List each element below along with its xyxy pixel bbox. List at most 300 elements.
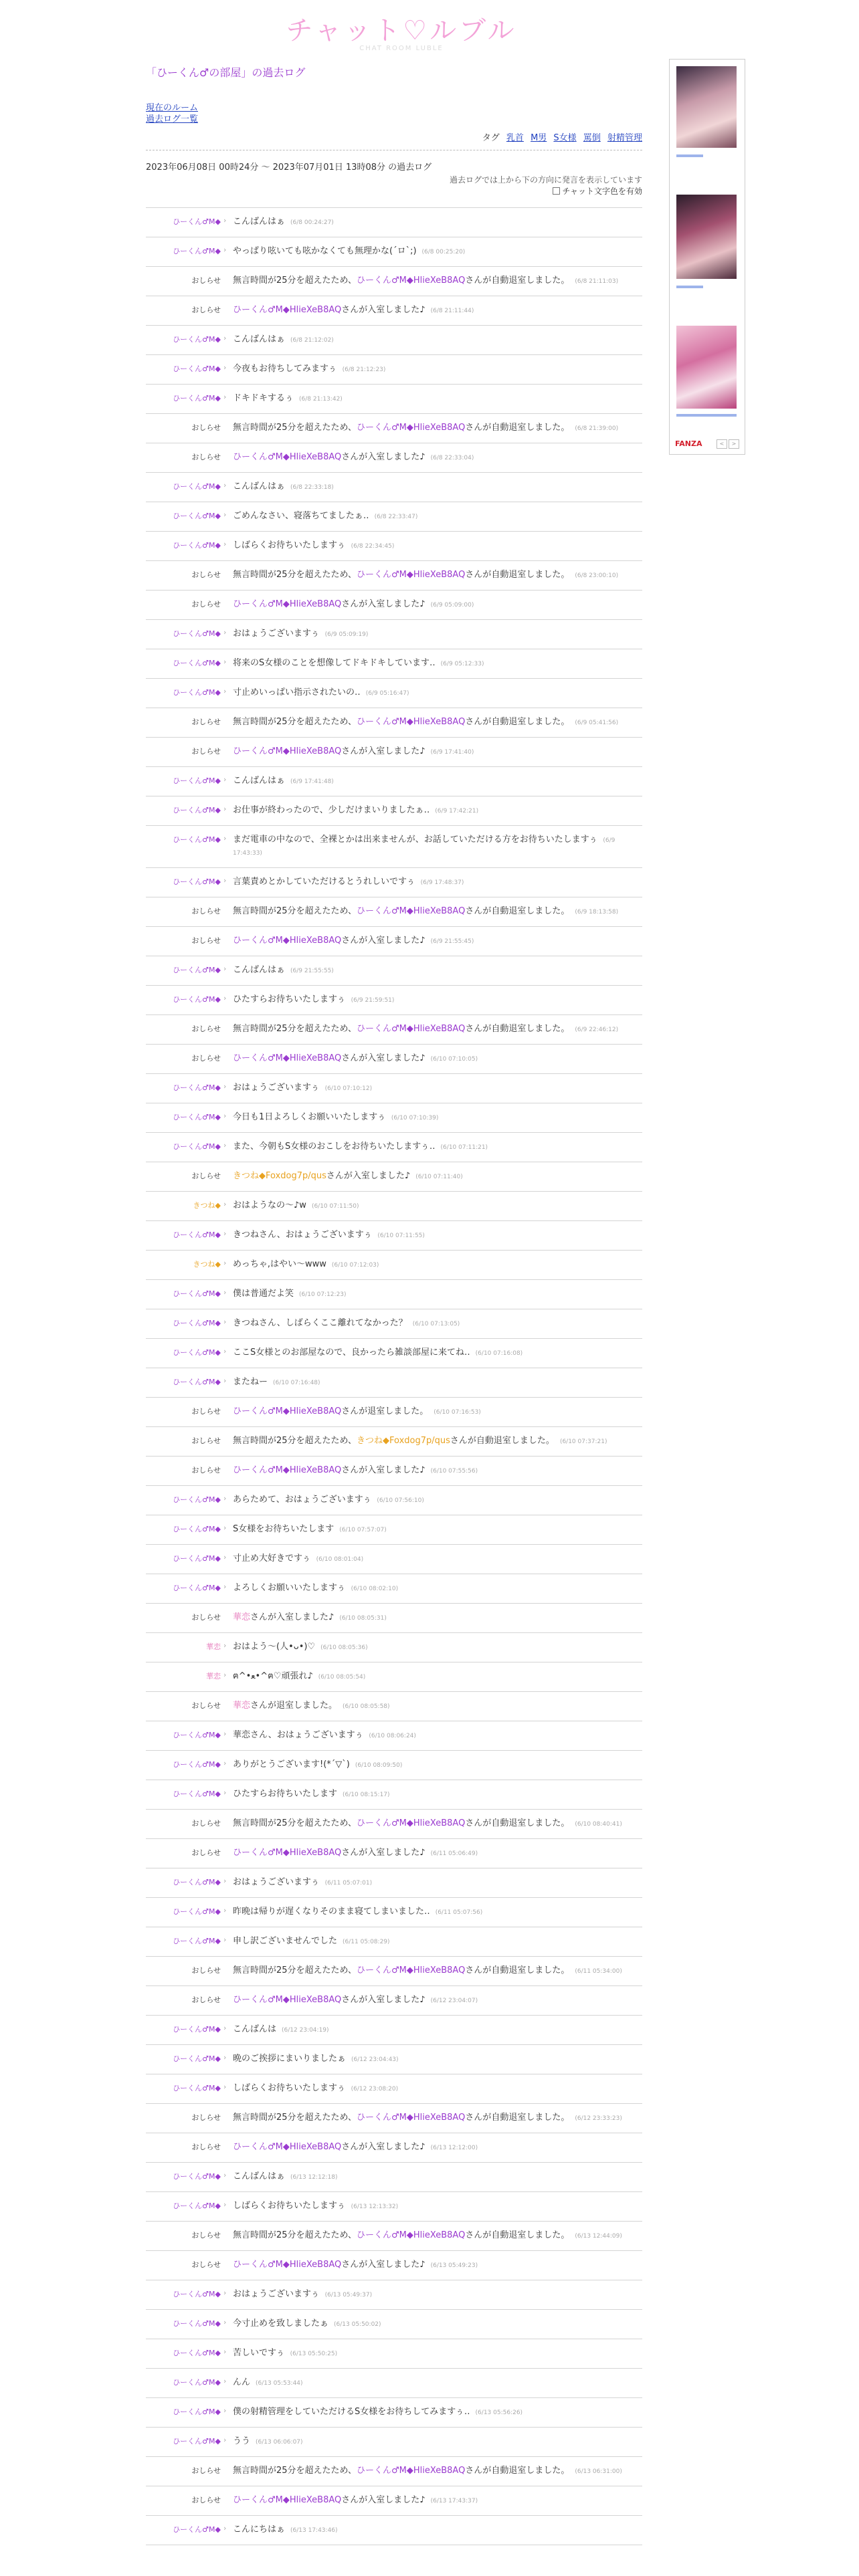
message-text: 僕の射精管理をしていただけるS女様をお待ちしてみますぅ‥: [233, 2407, 470, 2417]
message-body: [233, 2494, 642, 2507]
speaker-name: ひーくん♂M◆: [173, 482, 221, 491]
speaker-name: ひーくん♂M◆: [173, 335, 221, 344]
message-body: [233, 1818, 642, 1830]
chevron-right-icon: ›: [223, 2436, 227, 2444]
message-text: 僕は普通だよ笑: [233, 1289, 294, 1299]
notice-text: 無言時間が25分を超えたため、: [233, 1965, 357, 1975]
message-body: [233, 775, 642, 788]
timestamp: (6/13 05:50:02): [334, 2321, 381, 2328]
system-notice-row: [146, 296, 642, 325]
speaker-name: ひーくん♂M◆: [173, 364, 221, 373]
user-handle: ひーくん♂M◆HlieXeB8AQ: [357, 717, 466, 727]
chat-message-row: [146, 2397, 642, 2427]
timestamp: (6/13 12:44:09): [575, 2233, 622, 2240]
chat-message-row: [146, 2191, 642, 2221]
user-handle: きつね◆Foxdog7p/qus: [357, 1436, 450, 1446]
message-body: [233, 876, 642, 889]
log-direction-info: 過去ログでは上から下の方向に発言を表示しています: [449, 175, 642, 185]
system-notice-row: [146, 1397, 642, 1426]
timestamp: (6/10 08:01:04): [316, 1556, 364, 1563]
speaker-name: ひーくん♂M◆: [173, 995, 221, 1004]
speaker-name: ひーくん♂M◆: [173, 629, 221, 638]
notice-text: さんが自動退室しました。: [465, 2230, 570, 2240]
message-body: [233, 1170, 642, 1183]
message-body: [233, 1759, 642, 1772]
ad-sidebar: [669, 59, 745, 455]
message-text: ฅ^•ﻌ•^ฅ♡頑張れ♪: [233, 1671, 313, 1681]
notice-text: さんが自動退室しました。: [465, 570, 570, 580]
notice-text: さんが入室しました♪: [341, 1053, 425, 1063]
message-text: おはょうございますぅ: [233, 629, 320, 639]
message-text: お仕事が終わったので、少しだけまいりましたぁ‥: [233, 805, 430, 815]
timestamp: (6/10 07:56:10): [377, 1497, 424, 1504]
message-body: [233, 2406, 642, 2419]
timestamp: (6/10 08:05:54): [318, 1674, 366, 1681]
chat-color-checkbox[interactable]: [553, 187, 560, 195]
chevron-right-icon: ›: [223, 1347, 227, 1356]
message-body: [233, 1700, 642, 1713]
timestamp: (6/9 05:41:56): [575, 720, 619, 726]
timestamp: (6/10 07:16:48): [273, 1380, 320, 1386]
notice-label: おしらせ: [191, 2143, 221, 2151]
notice-label: おしらせ: [191, 1436, 221, 1445]
message-body: [233, 1671, 642, 1683]
timestamp: (6/13 06:31:00): [575, 2468, 622, 2475]
notice-text: さんが入室しました♪: [341, 452, 425, 462]
message-body: [233, 905, 642, 918]
system-notice-row: [146, 1809, 642, 1838]
notice-text: さんが入室しました♪: [341, 1995, 425, 2005]
ad-caption-link[interactable]: [676, 286, 703, 288]
user-handle: ひーくん♂M◆HlieXeB8AQ: [233, 2260, 342, 2270]
chat-message-row: [146, 2427, 642, 2456]
notice-text: さんが自動退室しました。: [465, 906, 570, 916]
chat-message-row: [146, 1868, 642, 1897]
message-body: [233, 540, 642, 552]
tag-link[interactable]: M男: [531, 133, 547, 143]
timestamp: (6/11 05:34:00): [575, 1968, 622, 1975]
timestamp: (6/13 05:50:25): [290, 2351, 338, 2357]
chevron-right-icon: ›: [223, 1641, 227, 1650]
notice-label: おしらせ: [191, 718, 221, 726]
timestamp: (6/10 08:40:41): [575, 1821, 622, 1828]
fanza-logo[interactable]: FANZA: [675, 439, 702, 448]
ad-caption-link[interactable]: [676, 154, 703, 157]
timestamp: (6/12 23:33:23): [575, 2115, 622, 2122]
speaker-name: ひーくん♂M◆: [173, 659, 221, 667]
chat-message-row: [146, 2368, 642, 2397]
system-notice-row: [146, 590, 642, 619]
user-handle: ひーくん♂M◆HlieXeB8AQ: [233, 1465, 342, 1475]
notice-label: おしらせ: [191, 1466, 221, 1475]
timestamp: (6/8 21:12:23): [342, 366, 386, 373]
chevron-right-icon: ›: [223, 1494, 227, 1503]
message-body: [233, 2230, 642, 2242]
chevron-right-icon: ›: [223, 1200, 227, 1208]
message-body: [233, 2436, 642, 2448]
timestamp: (6/9 22:46:12): [575, 1027, 619, 1033]
timestamp: (6/8 21:39:00): [575, 425, 619, 432]
current-room-link[interactable]: 現在のルーム: [146, 103, 199, 113]
message-text: おはょうございますぅ: [233, 1083, 320, 1093]
timestamp: (6/8 00:25:20): [421, 249, 466, 255]
user-handle: 華恋: [233, 1612, 251, 1622]
timestamp: (6/9 21:55:55): [290, 968, 334, 974]
speaker-name: ひーくん♂M◆: [173, 247, 221, 255]
user-handle: ひーくん♂M◆HlieXeB8AQ: [233, 452, 342, 462]
timestamp: (6/13 12:12:18): [290, 2174, 338, 2181]
system-notice-row: [146, 1014, 642, 1044]
timestamp: (6/10 08:05:58): [343, 1703, 390, 1710]
chevron-right-icon: ›: [223, 1788, 227, 1797]
message-body: [233, 422, 642, 435]
timestamp: (6/8 22:33:04): [430, 455, 474, 461]
system-notice-row: [146, 1838, 642, 1868]
message-body: [233, 1435, 642, 1448]
message-text: おはよう〜(人•ᴗ•)♡: [233, 1642, 316, 1652]
message-text: ここS女様とのお部屋なので、良かったら雑談部屋に来てね‥: [233, 1348, 470, 1358]
chevron-right-icon: ›: [223, 334, 227, 342]
message-body: [233, 628, 642, 641]
chat-message-row: [146, 531, 642, 560]
message-body: [233, 393, 642, 405]
message-text: めっちゃ,はやい〜www: [233, 1259, 326, 1269]
system-notice-row: [146, 1985, 642, 2015]
timestamp: (6/13 05:49:37): [324, 2292, 373, 2298]
message-text: ごめんなさい、寝落ちてましたぁ‥: [233, 511, 369, 521]
chat-message-row: [146, 1338, 642, 1368]
message-body: [233, 2112, 642, 2125]
timestamp: (6/9 05:09:19): [324, 631, 369, 638]
message-text: 今日も1日よろしくお願いいたしますぅ: [233, 1112, 386, 1122]
message-text: ドキドキするぅ: [233, 393, 294, 403]
chat-message-row: [146, 384, 642, 413]
message-body: [233, 1406, 642, 1418]
chevron-right-icon: ›: [223, 1935, 227, 1944]
notice-label: おしらせ: [191, 2260, 221, 2269]
message-body: [233, 451, 642, 464]
speaker-name: ひーくん♂M◆: [173, 2084, 221, 2092]
chat-message-row: [146, 2515, 642, 2545]
pager-prev-button[interactable]: <: [717, 439, 727, 449]
system-notice-row: [146, 926, 642, 956]
tag-link[interactable]: S女様: [553, 133, 577, 143]
chat-message-row: [146, 207, 642, 237]
message-body: [233, 935, 642, 948]
speaker-name: ひーくん♂M◆: [173, 1083, 221, 1092]
speaker-name: ひーくん♂M◆: [173, 776, 221, 785]
user-handle: ひーくん♂M◆HlieXeB8AQ: [233, 936, 342, 946]
message-body: [233, 1612, 642, 1624]
speaker-name: ひーくん♂M◆: [173, 877, 221, 886]
message-text: 将来のS女様のことを想像してドキドキしています‥: [233, 658, 436, 668]
timestamp: (6/13 05:53:44): [256, 2380, 303, 2387]
timestamp: (6/8 21:11:44): [430, 308, 474, 314]
speaker-name: ひーくん♂M◆: [173, 1584, 221, 1592]
chat-message-row: [146, 354, 642, 384]
chevron-right-icon: ›: [223, 628, 227, 637]
timestamp: (6/11 05:07:01): [324, 1880, 373, 1887]
chat-message-row: [146, 1279, 642, 1309]
speaker-name: ひーくん♂M◆: [173, 1525, 221, 1533]
message-body: [233, 964, 642, 977]
chevron-right-icon: ›: [223, 1729, 227, 1738]
main-content: [146, 64, 642, 2545]
chevron-right-icon: ›: [223, 2406, 227, 2415]
notice-label: おしらせ: [191, 2496, 221, 2504]
notice-text: さんが入室しました♪: [250, 1612, 335, 1622]
timestamp: (6/8 21:12:02): [290, 337, 334, 344]
user-handle: ひーくん♂M◆HlieXeB8AQ: [357, 423, 466, 433]
notice-label: おしらせ: [191, 2231, 221, 2240]
site-logo[interactable]: [281, 9, 522, 52]
speaker-name: きつね◆: [193, 1201, 221, 1210]
chat-message-row: [146, 867, 642, 897]
timestamp: (6/10 07:57:07): [339, 1527, 387, 1533]
timestamp: (6/10 07:11:50): [311, 1203, 359, 1210]
message-text: 言葉責めとかしていただけるとうれしいですぅ: [233, 877, 415, 887]
notice-label: おしらせ: [191, 907, 221, 916]
timestamp: (6/10 08:05:31): [339, 1615, 387, 1622]
tag-link[interactable]: 罵倒: [583, 133, 601, 143]
system-notice-row: [146, 1044, 642, 1073]
message-body: [233, 2377, 642, 2389]
timestamp: (6/11 05:06:49): [430, 1850, 478, 1857]
timestamp: (6/8 22:33:47): [374, 514, 418, 520]
message-text: こんばんはぁ: [233, 2171, 286, 2181]
message-body: [233, 2259, 642, 2272]
chevron-right-icon: ›: [223, 1876, 227, 1885]
message-body: [233, 657, 642, 670]
notice-text: 無言時間が25分を超えたため、: [233, 717, 357, 727]
message-text: またねー: [233, 1377, 268, 1387]
notice-text: さんが入室しました♪: [341, 599, 425, 609]
chevron-right-icon: ›: [223, 1582, 227, 1591]
message-text: きつねさん、おはょうございますぅ: [233, 1230, 373, 1240]
user-handle: ひーくん♂M◆HlieXeB8AQ: [233, 1995, 342, 2005]
system-notice-row: [146, 2133, 642, 2162]
chat-message-row: [146, 2309, 642, 2339]
message-text: おはようなの〜♪w: [233, 1200, 306, 1210]
chevron-right-icon: ›: [223, 687, 227, 695]
message-text: 昨晩は帰りが遅くなりそのまま寝てしまいました‥: [233, 1907, 430, 1917]
chevron-right-icon: ›: [223, 1759, 227, 1767]
user-handle: ひーくん♂M◆HlieXeB8AQ: [233, 599, 342, 609]
timestamp: (6/10 08:09:50): [355, 1762, 403, 1769]
speaker-name: ひーくん♂M◆: [173, 2172, 221, 2181]
timestamp: (6/12 23:04:07): [430, 1998, 478, 2004]
message-text: 今夜もお待ちしてみますぅ: [233, 364, 337, 374]
speaker-name: ひーくん♂M◆: [173, 1230, 221, 1239]
message-text: 寸止め大好きですぅ: [233, 1553, 311, 1564]
notice-label: おしらせ: [191, 423, 221, 432]
pager-next-button[interactable]: >: [729, 439, 739, 449]
speaker-name: ひーくん♂M◆: [173, 2378, 221, 2387]
user-handle: ひーくん♂M◆HlieXeB8AQ: [357, 2466, 466, 2476]
chat-message-row: [146, 502, 642, 531]
notice-text: さんが自動退室しました。: [450, 1436, 555, 1446]
message-body: [233, 1111, 642, 1124]
speaker-name: ひーくん♂M◆: [173, 217, 221, 226]
message-body: [233, 2171, 642, 2183]
message-body: [233, 1523, 642, 1536]
chat-message-row: [146, 766, 642, 796]
timestamp: (6/8 22:34:45): [351, 543, 395, 550]
message-body: [233, 1847, 642, 1860]
chevron-right-icon: ›: [223, 2171, 227, 2179]
timestamp: (6/12 23:04:19): [282, 2027, 329, 2034]
notice-text: さんが退室しました。: [250, 1701, 338, 1711]
notice-text: 無言時間が25分を超えたため、: [233, 2466, 357, 2476]
ad-caption-link[interactable]: [676, 414, 737, 417]
chevron-right-icon: ›: [223, 1082, 227, 1091]
chevron-right-icon: ›: [223, 2318, 227, 2327]
notice-text: さんが入室しました♪: [341, 1848, 425, 1858]
speaker-name: ひーくん♂M◆: [173, 1495, 221, 1504]
chevron-right-icon: ›: [223, 2377, 227, 2385]
timestamp: (6/9 17:41:40): [430, 749, 474, 756]
timestamp: (6/9 17:43:33): [233, 837, 615, 857]
message-body: [233, 2347, 642, 2360]
user-handle: ひーくん♂M◆HlieXeB8AQ: [357, 906, 466, 916]
message-body: [233, 1494, 642, 1507]
notice-text: さんが自動退室しました。: [465, 276, 570, 286]
chevron-right-icon: ›: [223, 1259, 227, 1267]
timestamp: (6/10 07:12:23): [299, 1291, 347, 1298]
user-handle: ひーくん♂M◆HlieXeB8AQ: [357, 570, 466, 580]
message-body: [233, 1906, 642, 1919]
chat-message-row: [146, 1574, 642, 1603]
chat-message-row: [146, 1368, 642, 1397]
timestamp: (6/12 23:04:43): [351, 2056, 399, 2063]
notice-text: 無言時間が25分を超えたため、: [233, 906, 357, 916]
notice-label: おしらせ: [191, 276, 221, 285]
speaker-name: ひーくん♂M◆: [173, 512, 221, 520]
chat-message-row: [146, 1309, 642, 1338]
speaker-name: ひーくん♂M◆: [173, 2290, 221, 2298]
system-notice-row: [146, 897, 642, 926]
message-body: [233, 1876, 642, 1889]
notice-label: おしらせ: [191, 600, 221, 609]
timestamp: (6/8 21:13:42): [299, 396, 343, 403]
notice-label: おしらせ: [191, 2113, 221, 2122]
tag-link[interactable]: 射精管理: [607, 133, 642, 143]
user-handle: ひーくん♂M◆HlieXeB8AQ: [233, 2142, 342, 2152]
message-text: うう: [233, 2436, 251, 2446]
message-body: [233, 804, 642, 817]
speaker-name: ひーくん♂M◆: [173, 1760, 221, 1769]
chat-log: [146, 207, 642, 2545]
notice-text: 無言時間が25分を超えたため、: [233, 2230, 357, 2240]
chat-message-row: [146, 2015, 642, 2044]
message-body: [233, 994, 642, 1006]
user-handle: きつね◆Foxdog7p/qus: [233, 1171, 326, 1181]
speaker-name: ひーくん♂M◆: [173, 1142, 221, 1151]
chat-message-row: [146, 1485, 642, 1515]
notice-label: おしらせ: [191, 1613, 221, 1622]
system-notice-row: [146, 2456, 642, 2486]
speaker-name: ひーくん♂M◆: [173, 1878, 221, 1887]
user-handle: ひーくん♂M◆HlieXeB8AQ: [357, 2230, 466, 2240]
message-body: [233, 1082, 642, 1095]
ad-banner-image[interactable]: [676, 66, 737, 148]
message-body: [233, 1259, 642, 1271]
timestamp: (6/10 07:10:12): [324, 1085, 373, 1092]
message-text: こんにちはぁ: [233, 2525, 286, 2535]
speaker-name: きつね◆: [193, 1260, 221, 1269]
message-body: [233, 1788, 642, 1801]
chat-message-row: [146, 1897, 642, 1927]
log-list-link[interactable]: 過去ログ一覧: [146, 114, 199, 124]
chat-message-row: [146, 1632, 642, 1662]
chat-message-row: [146, 1132, 642, 1162]
chat-message-row: [146, 2074, 642, 2103]
timestamp: (6/10 07:13:05): [412, 1321, 460, 1327]
notice-text: さんが入室しました♪: [341, 2260, 425, 2270]
ad-banner-image[interactable]: [676, 195, 737, 279]
message-body: [233, 2465, 642, 2478]
tag-label: タグ: [482, 133, 500, 143]
tag-link[interactable]: 乳首: [506, 133, 524, 143]
message-body: [233, 2024, 642, 2036]
speaker-name: ひーくん♂M◆: [173, 1319, 221, 1327]
chevron-right-icon: ›: [223, 1376, 227, 1385]
chevron-right-icon: ›: [223, 657, 227, 666]
chevron-right-icon: ›: [223, 1317, 227, 1326]
message-text: やっぱり呟いても呟かなくても無理かな(´ロ`;): [233, 246, 417, 256]
chevron-right-icon: ›: [223, 1523, 227, 1532]
message-text: あらためて、おはょうございますぅ: [233, 1495, 372, 1505]
chevron-right-icon: ›: [223, 2024, 227, 2032]
chevron-right-icon: ›: [223, 1141, 227, 1150]
message-body: [233, 1347, 642, 1360]
message-text: おはょうございますぅ: [233, 1877, 320, 1887]
message-body: [233, 1317, 642, 1330]
chat-message-row: [146, 825, 642, 867]
message-text: しばらくお待ちいたしますぅ: [233, 2201, 346, 2211]
chat-message-row: [146, 649, 642, 678]
speaker-name: ひーくん♂M◆: [173, 688, 221, 697]
system-notice-row: [146, 1456, 642, 1485]
page-title: 「ひーくん♂の部屋」の過去ログ: [146, 66, 306, 79]
chat-message-row: [146, 325, 642, 354]
message-body: [233, 569, 642, 582]
system-notice-row: [146, 443, 642, 472]
notice-label: おしらせ: [191, 747, 221, 756]
user-handle: ひーくん♂M◆HlieXeB8AQ: [357, 1965, 466, 1975]
system-notice-row: [146, 2486, 642, 2515]
chat-message-row: [146, 1191, 642, 1220]
chat-color-option[interactable]: [146, 185, 642, 197]
ad-banner-image[interactable]: [676, 326, 737, 409]
message-body: [233, 2288, 642, 2301]
speaker-name: ひーくん♂M◆: [173, 1937, 221, 1945]
chevron-right-icon: ›: [223, 1671, 227, 1679]
message-body: [233, 216, 642, 229]
chat-color-label: チャット文字色を有効: [562, 187, 642, 196]
message-body: [233, 304, 642, 317]
timestamp: (6/9 18:13:58): [575, 909, 619, 916]
user-handle: ひーくん♂M◆HlieXeB8AQ: [233, 1406, 342, 1416]
speaker-name: ひーくん♂M◆: [173, 2319, 221, 2328]
message-body: [233, 1288, 642, 1301]
notice-label: おしらせ: [191, 2466, 221, 2475]
speaker-name: ひーくん♂M◆: [173, 1348, 221, 1357]
chevron-right-icon: ›: [223, 481, 227, 490]
chat-message-row: [146, 1073, 642, 1103]
chevron-right-icon: ›: [223, 2200, 227, 2209]
system-notice-row: [146, 708, 642, 737]
